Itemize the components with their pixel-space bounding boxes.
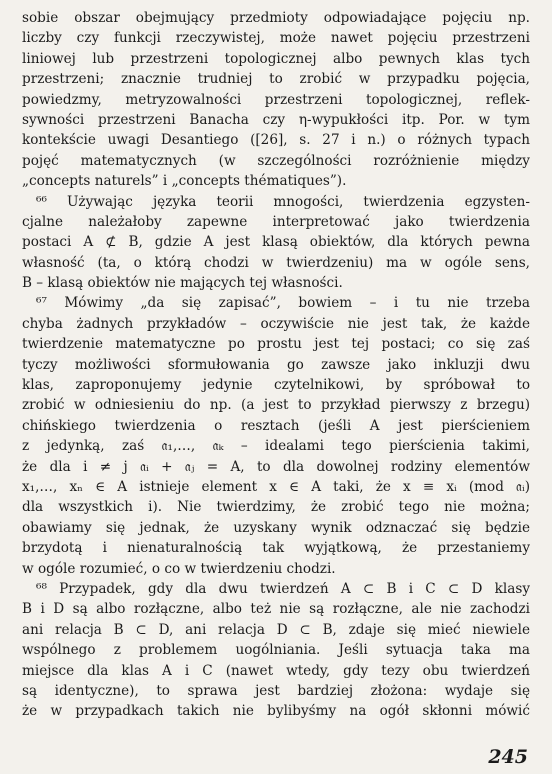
text-line: zrobić w odniesieniu do np. (a jest to przykład pierwszy z brzegu) — [22, 397, 530, 414]
text-line: klas, zaproponujemy jedynie czytelnikowi, by spróbował to — [22, 377, 530, 394]
text-line: brzydotą i nienaturalnością tak wyjątkową, że przestaniemy — [22, 540, 530, 557]
text-line: są identyczne), to sprawa jest bardziej złożona: wydaje się — [22, 682, 530, 699]
text-line: własność (ta, o którą chodzi w twierdzeniu) ma w ogóle sens, — [22, 254, 530, 271]
footnotes-text — [22, 8, 530, 722]
text-line: chyba żadnych przykładów – oczywiście nie jest tak, że każde — [22, 315, 530, 332]
text-line: miejsce dla klas A i C (nawet wtedy, gdy tezy obu twierdzeń — [22, 662, 530, 679]
text-line: twierdzenie matematyczne po prostu jest tej postaci; co się zaś — [22, 336, 530, 353]
text-line: liczby czy funkcji rzeczywistej, może nawet pojęciu przestrzeni — [22, 30, 530, 47]
text-line: wspólnego z problemem uogólniania. Jeśli sytuacja taka ma — [22, 642, 530, 659]
text-line: sywności przestrzeni Banacha czy η-wypukłości itp. Por. w tym — [22, 111, 530, 128]
text-line: postaci A ⊄ B, gdzie A jest klasą obiektów, dla których pewna — [22, 234, 530, 251]
text-line: ⁶⁷ Mówimy „da się zapisać”, bowiem – i tu nie trzeba — [36, 295, 530, 312]
page-number: 245 — [488, 746, 528, 768]
text-line: sobie obszar obejmujący przedmioty odpowiadające pojęciu np. — [22, 10, 530, 26]
text-line: ani relacja B ⊂ D, ani relacja D ⊂ B, zdaje się mieć niewiele — [22, 621, 530, 638]
text-line: kontekście uwagi Desantiego ([26], s. 27 i n.) o różnych typach — [22, 132, 530, 149]
text-line: B i D są albo rozłączne, albo też nie są rozłączne, ale nie zachodzi — [22, 601, 530, 618]
text-line: ⁶⁸ Przypadek, gdy dla dwu twierdzeń A ⊂ B i C ⊂ D klasy — [36, 580, 530, 597]
text-line: że w przypadkach takich nie bylibyśmy na ogół skłonni mówić — [22, 703, 530, 720]
text-line: powiedzmy, metryzowalności przestrzeni topologicznej, reflek- — [22, 91, 530, 108]
text-line: w ogóle rozumieć, o co w twierdzeniu chodzi. — [22, 560, 336, 577]
text-line: x₁,…, xₙ ∈ A istnieje element x ∈ A taki, że x ≡ xᵢ (mod 𝔞ᵢ) — [22, 478, 530, 495]
text-line: pojęć matematycznych (w szczególności rozróżnienie między — [22, 152, 530, 169]
text-line: ⁶⁶ Używając języka teorii mnogości, twierdzenia egzysten- — [36, 193, 530, 210]
text-line: że dla i ≠ j 𝔞ᵢ + 𝔞ⱼ = A, to dla dowolnej rodziny elementów — [22, 458, 530, 475]
text-line: liniowej lub przestrzeni topologicznej albo pewnych klas tych — [22, 50, 530, 67]
text-line: przestrzeni; znacznie trudniej to zrobić w przypadku pojęcia, — [22, 71, 530, 88]
text-line: cjalne należałoby zapewne interpretować jako twierdzenia — [22, 213, 530, 230]
text-line: z jedynką, zaś 𝔞₁,…, 𝔞ₖ – idealami tego pierścienia takimi, — [22, 438, 530, 455]
text-line: chińskiego twierdzenia o resztach (jeśli A jest pierścieniem — [22, 417, 530, 434]
text-line: „concepts naturels” i „concepts thématiques”). — [22, 173, 347, 190]
text-line: dla wszystkich i). Nie twierdzimy, że zrobić tego nie można; — [22, 499, 530, 516]
text-line: obawiamy się jednak, że uzyskany wynik odznaczać się będzie — [22, 519, 530, 536]
text-line: tyczy możliwości sformułowania go zawsze jako inkluzji dwu — [22, 356, 530, 373]
text-line: B – klasą obiektów nie mających tej własności. — [22, 275, 343, 292]
